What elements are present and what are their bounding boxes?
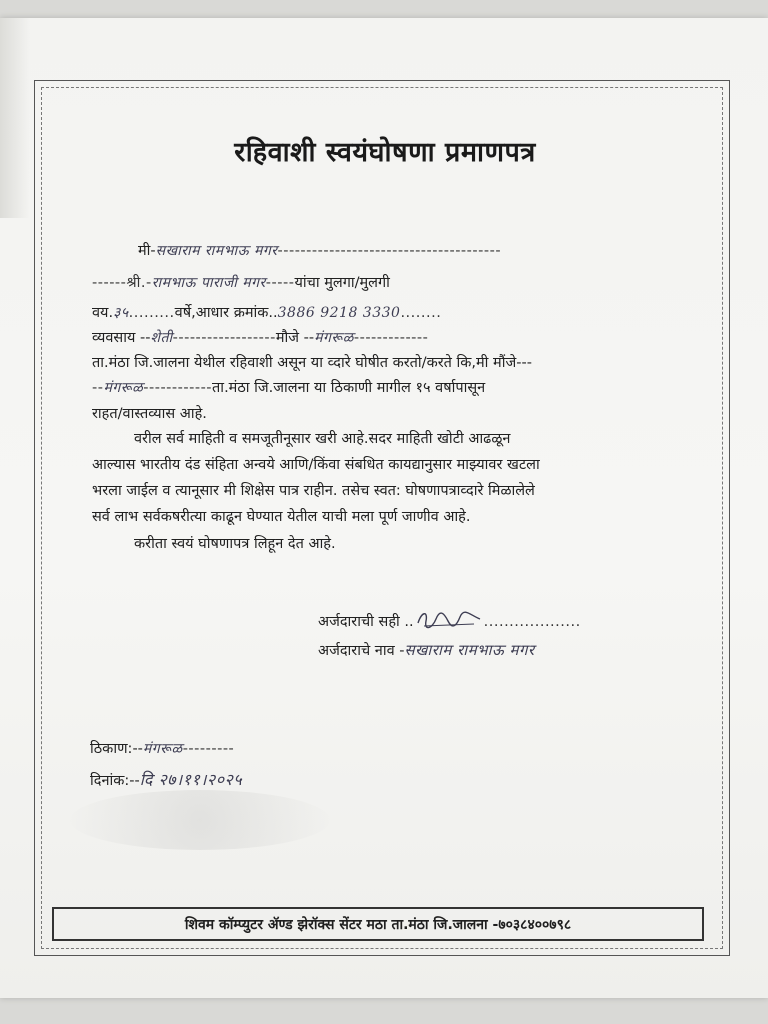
applicant-name-dashes: --------------------------------------- — [277, 243, 502, 259]
father-name-handwritten: रामभाऊ पाराजी मगर — [151, 275, 266, 291]
residence-village-line — [92, 377, 485, 397]
bleed-through-smudge — [70, 790, 330, 850]
age-aadhaar-line — [92, 302, 441, 322]
applicant-name-sign-line — [318, 640, 535, 660]
declaration-line-3: भरला जाईल व त्यानूसार मी शिक्षेस पात्र राहीन. तसेच स्वत: घोषणापत्राव्दारे मिळालेले — [92, 483, 535, 499]
residence-declaration-line: ता.मंठा जि.जालना येथील रहिवाशी असून या व्दारे घोषीत करतो/करते कि,मी मौंजे--- — [92, 355, 532, 371]
place-line — [90, 738, 234, 758]
signature-line — [318, 609, 581, 635]
date-line — [90, 768, 242, 790]
footer-shop-box — [52, 907, 704, 941]
place-dashes: --------- — [182, 741, 235, 757]
signature-label: अर्जदाराची सही .. — [318, 614, 414, 630]
aadhaar-dots: ........ — [400, 305, 442, 321]
applicant-name-sign-handwritten: सखाराम रामभाऊ मगर — [404, 641, 535, 659]
occupation-village-line — [92, 327, 428, 347]
age-handwritten: ३५ — [113, 305, 129, 321]
declaration-line-4: सर्व लाभ सर्वकषरीत्या काढून घेण्यात येतील याची मला पूर्ण जाणीव आहे. — [92, 509, 471, 525]
village-end-dashes: ------------- — [353, 330, 429, 346]
declaration-line-1: वरील सर्व माहिती व समजूतीनूसार खरी आहे.सदर माहिती खोटी आढळून — [134, 431, 511, 447]
signature-dots: ................... — [483, 614, 581, 630]
footer-shop-text: शिवम कॉम्प्युटर ॲण्ड झेरॉक्स सेंटर मठा ता.मंठा जि.जालना -७०३८४००७९८ — [184, 916, 572, 933]
date-label: दिनांक:-- — [90, 773, 140, 789]
age-dots: ......... — [128, 305, 175, 321]
father-name-dashes: ----- — [265, 275, 295, 291]
place-label: ठिकाण:-- — [90, 741, 143, 757]
closing-statement: करीता स्वयं घोषणापत्र लिहून देत आहे. — [134, 536, 336, 552]
residence-lead-dashes: -- — [92, 380, 104, 396]
paper-fold-shadow — [0, 18, 30, 218]
signature-scribble — [414, 609, 484, 635]
residence-dashes: ------------ — [143, 380, 213, 396]
applicant-name-handwritten: सखाराम रामभाऊ मगर — [155, 243, 278, 259]
years-aadhaar-label: वर्षे,आधार क्रमांक.. — [174, 305, 278, 321]
declaration-paragraph — [92, 426, 692, 530]
village-label: मौजे -- — [275, 330, 315, 346]
father-lead-dashes: ------श्री.- — [92, 275, 152, 291]
document-title: रहिवाशी स्वयंघोषणा प्रमाणपत्र — [234, 137, 536, 168]
applicant-name-label: अर्जदाराचे नाव - — [318, 643, 405, 659]
applicant-name-line — [138, 240, 501, 260]
date-handwritten: दि २७।११।२०२५ — [139, 770, 243, 789]
occupation-handwritten: शेती — [150, 330, 173, 346]
occupation-dashes: ------------------ — [172, 330, 276, 346]
applicant-name-prefix: मी- — [138, 243, 156, 259]
residence-status-line: राहत/वास्तव्यास आहे. — [92, 406, 207, 422]
residence-village-handwritten: मंगरूळ — [103, 380, 144, 396]
occupation-label: व्यवसाय -- — [92, 330, 151, 346]
father-name-line — [92, 272, 390, 292]
place-handwritten: मंगरूळ — [142, 741, 183, 757]
declaration-line-2: आल्यास भारतीय दंड संहिता अन्वये आणि/किंवा संबधित कायद्यानुसार माझ्यावर खटला — [92, 457, 540, 473]
village-handwritten: मंगरूळ — [314, 330, 354, 346]
residence-duration-text: ता.मंठा जि.जालना या ठिकाणी मागील १५ वर्षापासून — [212, 380, 486, 396]
aadhaar-number-handwritten: 3886 9218 3330 — [277, 305, 401, 321]
relation-label: यांचा मुलगा/मुलगी — [294, 275, 390, 291]
age-label: वय. — [92, 305, 114, 321]
